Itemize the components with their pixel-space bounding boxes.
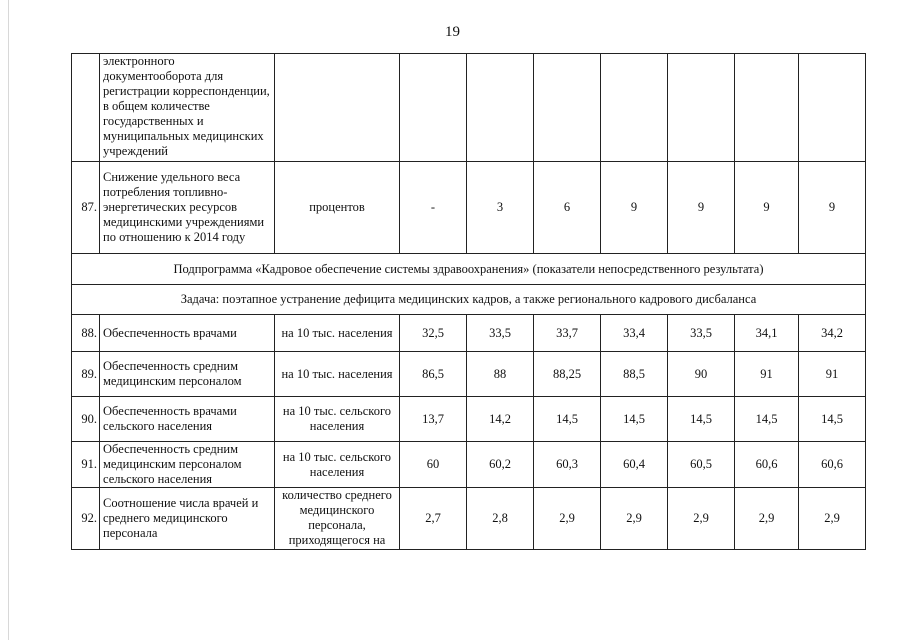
value-cell <box>534 54 601 162</box>
value-cell <box>601 54 668 162</box>
value-cell: 60,5 <box>668 442 735 488</box>
value-cell: 2,9 <box>601 488 668 550</box>
value-cell: 91 <box>735 352 799 397</box>
unit-cell: на 10 тыс. сельского населения <box>275 397 400 442</box>
unit-text: количество среднего медицинского персонала, приходящегося на <box>282 488 392 547</box>
value-cell: 32,5 <box>400 315 467 352</box>
row-number-cell <box>72 54 100 162</box>
value-cell: 9 <box>668 162 735 254</box>
value-cell: 9 <box>735 162 799 254</box>
value-cell: 33,5 <box>467 315 534 352</box>
value-cell: 9 <box>601 162 668 254</box>
table-row-87 <box>72 162 866 254</box>
scan-edge-line <box>8 0 9 640</box>
value-cell: 6 <box>534 162 601 254</box>
page-number: 19 <box>445 24 460 40</box>
indicator-name-cell: электронного документооборота для регистрации корреспонденции, в общем количестве государственных и муниципальных медицинских учреждений <box>100 54 275 162</box>
row-number-cell: 89. <box>72 352 100 397</box>
value-cell: 86,5 <box>400 352 467 397</box>
value-cell: 13,7 <box>400 397 467 442</box>
unit-cell <box>275 488 400 550</box>
indicator-name-cell: Обеспеченность врачами сельского населения <box>100 397 275 442</box>
task-heading: Задача: поэтапное устранение дефицита медицинских кадров, а также регионального кадрового дисбаланса <box>72 285 866 315</box>
value-cell <box>735 54 799 162</box>
value-cell: 60,2 <box>467 442 534 488</box>
value-cell <box>668 54 735 162</box>
value-cell: 88,5 <box>601 352 668 397</box>
value-cell: - <box>400 162 467 254</box>
value-cell: 2,9 <box>799 488 866 550</box>
value-cell: 14,5 <box>735 397 799 442</box>
value-cell: 2,9 <box>534 488 601 550</box>
value-cell <box>799 54 866 162</box>
value-cell: 33,7 <box>534 315 601 352</box>
value-cell: 34,2 <box>799 315 866 352</box>
value-cell: 2,9 <box>735 488 799 550</box>
value-cell <box>467 54 534 162</box>
table-row-continued <box>72 54 866 162</box>
value-cell: 60,3 <box>534 442 601 488</box>
row-number-cell: 92. <box>72 488 100 550</box>
row-number-cell: 87. <box>72 162 100 254</box>
value-cell: 91 <box>799 352 866 397</box>
table-row-task <box>72 285 866 315</box>
table-row-91 <box>72 442 866 488</box>
value-cell: 14,5 <box>534 397 601 442</box>
value-cell: 90 <box>668 352 735 397</box>
unit-cell: процентов <box>275 162 400 254</box>
indicator-name-cell: Соотношение числа врачей и среднего медицинского персонала <box>100 488 275 550</box>
value-cell: 60 <box>400 442 467 488</box>
indicators-table <box>71 53 866 550</box>
table-row-subprogram <box>72 254 866 285</box>
value-cell: 14,5 <box>668 397 735 442</box>
table-row-90 <box>72 397 866 442</box>
value-cell: 14,5 <box>799 397 866 442</box>
value-cell: 14,2 <box>467 397 534 442</box>
value-cell: 60,6 <box>799 442 866 488</box>
table-row-88 <box>72 315 866 352</box>
unit-cell: на 10 тыс. населения <box>275 315 400 352</box>
value-cell: 34,1 <box>735 315 799 352</box>
value-cell: 9 <box>799 162 866 254</box>
value-cell: 14,5 <box>601 397 668 442</box>
row-number-cell: 90. <box>72 397 100 442</box>
value-cell: 2,8 <box>467 488 534 550</box>
value-cell: 60,4 <box>601 442 668 488</box>
table-row-89 <box>72 352 866 397</box>
value-cell: 33,5 <box>668 315 735 352</box>
value-cell: 3 <box>467 162 534 254</box>
unit-cell: на 10 тыс. населения <box>275 352 400 397</box>
value-cell: 60,6 <box>735 442 799 488</box>
row-number-cell: 91. <box>72 442 100 488</box>
unit-cell <box>275 54 400 162</box>
value-cell: 2,7 <box>400 488 467 550</box>
value-cell: 2,9 <box>668 488 735 550</box>
value-cell <box>400 54 467 162</box>
row-number-cell: 88. <box>72 315 100 352</box>
indicator-name-cell: Обеспеченность врачами <box>100 315 275 352</box>
value-cell: 33,4 <box>601 315 668 352</box>
indicator-name-cell: Обеспеченность средним медицинским персоналом сельского населения <box>100 442 275 488</box>
indicator-name-cell: Снижение удельного веса потребления топливно-энергетических ресурсов медицинскими учреждениями по отношению к 2014 году <box>100 162 275 254</box>
indicator-name-cell: Обеспеченность средним медицинским персоналом <box>100 352 275 397</box>
unit-cell: на 10 тыс. сельского населения <box>275 442 400 488</box>
value-cell: 88 <box>467 352 534 397</box>
value-cell: 88,25 <box>534 352 601 397</box>
subprogram-heading: Подпрограмма «Кадровое обеспечение системы здравоохранения» (показатели непосредственного результата) <box>72 254 866 285</box>
table-row-92 <box>72 488 866 550</box>
